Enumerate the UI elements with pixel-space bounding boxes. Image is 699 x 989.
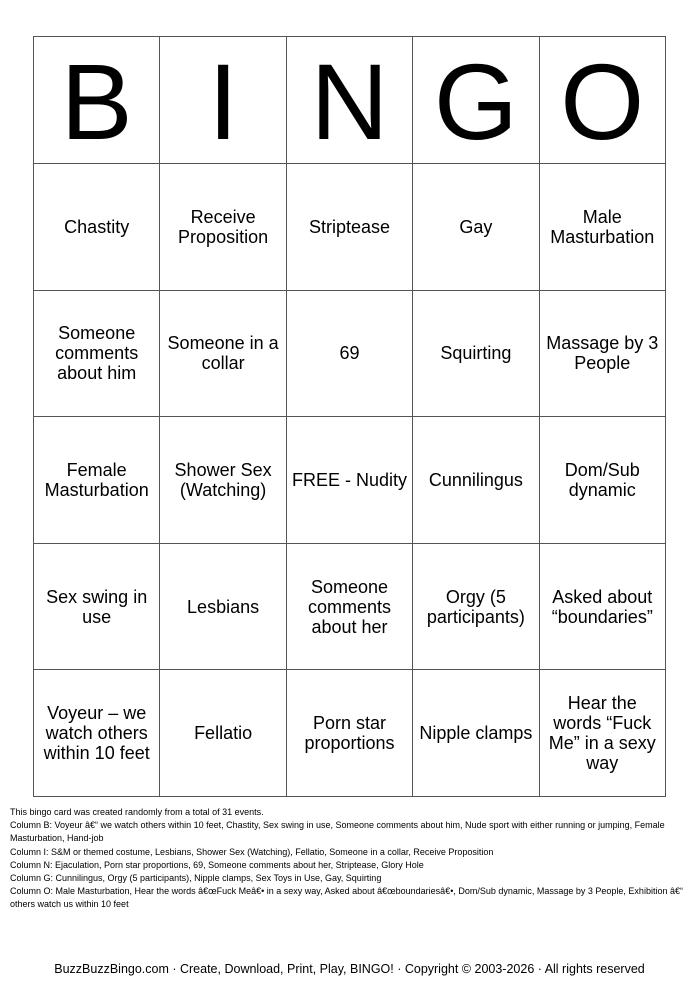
bingo-row: [34, 164, 666, 291]
bingo-cell: 69: [286, 290, 412, 417]
header-letter-g: G: [413, 37, 539, 164]
header-letter-b: B: [34, 37, 160, 164]
notes-column-b: Column B: Voyeur â€“ we watch others within 10 feet, Chastity, Sex swing in use, Someone comments about him, Nude sport with either running or jumping, Female Masturbation, Hand-job: [10, 820, 665, 844]
bingo-cell: Someone in a collar: [160, 290, 286, 417]
bingo-cell: Sex swing in use: [34, 543, 160, 670]
bingo-row: [34, 670, 666, 797]
notes-summary: This bingo card was created randomly from a total of 31 events.: [10, 807, 264, 817]
bingo-cell: Someone comments about him: [34, 290, 160, 417]
bingo-cell: Someone comments about her: [286, 543, 412, 670]
bingo-cell: Porn star proportions: [286, 670, 412, 797]
bingo-cell: Asked about “boundaries”: [539, 543, 665, 670]
notes-column-g: Column G: Cunnilingus, Orgy (5 participants), Nipple clamps, Sex Toys in Use, Gay, Squirting: [10, 873, 382, 884]
header-row: [34, 37, 666, 164]
notes-column-i: Column I: S&M or themed costume, Lesbians, Shower Sex (Watching), Fellatio, Someone in a collar, Receive Proposition: [10, 846, 494, 857]
bingo-cell: Gay: [413, 164, 539, 291]
bingo-cell: Squirting: [413, 290, 539, 417]
bingo-cell: Chastity: [34, 164, 160, 291]
bingo-cell: Receive Proposition: [160, 164, 286, 291]
notes-column-n: Column N: Ejaculation, Porn star proportions, 69, Someone comments about her, Striptease, Glory Hole: [10, 859, 424, 870]
header-letter-n: N: [286, 37, 412, 164]
notes-column-o: Column O: Male Masturbation, Hear the words â€œFuck Meâ€• in a sexy way, Asked about â€œboundariesâ€•, Dom/Sub dynamic, Massage by 3 People, Exhibition â€“ others watch us within 10 feet: [10, 886, 683, 910]
bingo-row: [34, 290, 666, 417]
bingo-cell: Fellatio: [160, 670, 286, 797]
bingo-cell: Massage by 3 People: [539, 290, 665, 417]
bingo-cell: Nipple clamps: [413, 670, 539, 797]
header-letter-i: I: [160, 37, 286, 164]
bingo-row: [34, 417, 666, 544]
bingo-card: [33, 36, 666, 797]
page-footer: BuzzBuzzBingo.com · Create, Download, Print, Play, BINGO! · Copyright © 2003-2026 · All rights reserved: [54, 962, 645, 976]
free-cell: FREE - Nudity: [286, 417, 412, 544]
bingo-cell: Lesbians: [160, 543, 286, 670]
bingo-cell: Female Masturbation: [34, 417, 160, 544]
bingo-cell: Male Masturbation: [539, 164, 665, 291]
bingo-cell: Orgy (5 participants): [413, 543, 539, 670]
bingo-cell: Striptease: [286, 164, 412, 291]
bingo-cell: Voyeur – we watch others within 10 feet: [34, 670, 160, 797]
bingo-row: [34, 543, 666, 670]
bingo-cell: Hear the words “Fuck Me” in a sexy way: [539, 670, 665, 797]
header-letter-o: O: [539, 37, 665, 164]
card-notes: [10, 806, 690, 912]
bingo-cell: Cunnilingus: [413, 417, 539, 544]
bingo-cell: Dom/Sub dynamic: [539, 417, 665, 544]
bingo-cell: Shower Sex (Watching): [160, 417, 286, 544]
